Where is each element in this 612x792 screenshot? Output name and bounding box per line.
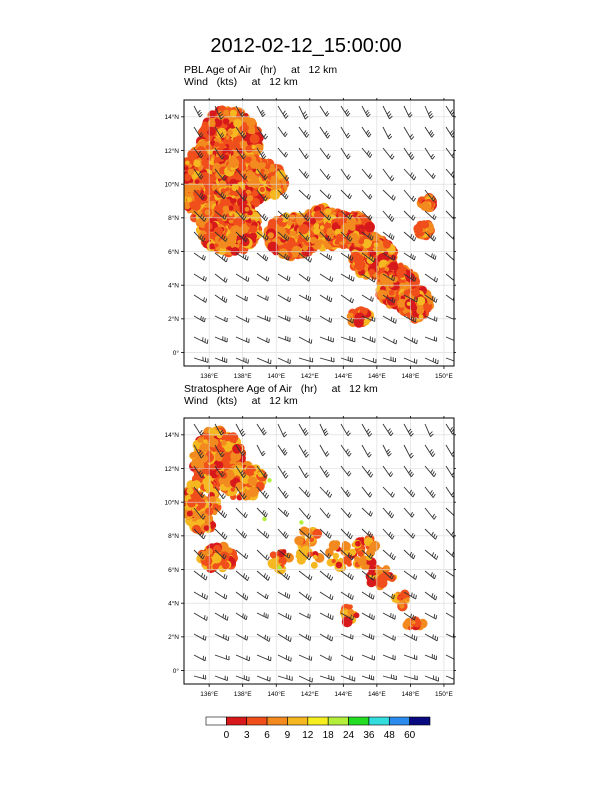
wind-barb <box>383 169 394 181</box>
age-of-air-patch <box>268 232 274 238</box>
age-of-air-patch <box>249 225 257 233</box>
wind-barb <box>446 169 456 179</box>
wind-barb <box>215 357 227 363</box>
age-of-air-patch <box>311 562 318 569</box>
age-of-air-patch <box>231 184 238 191</box>
wind-barb <box>404 106 412 117</box>
age-of-air-patch <box>320 225 324 229</box>
wind-barb <box>446 211 456 220</box>
age-of-air-patch <box>364 222 375 233</box>
age-of-air-patch <box>204 525 210 531</box>
wind-barb <box>341 274 354 281</box>
panel-stratosphere-title: Stratosphere Age of Air (hr) at 12 km <box>184 383 378 395</box>
age-of-air-patch <box>214 243 218 247</box>
age-of-air-patch <box>238 163 246 171</box>
age-of-air-patch <box>219 180 227 188</box>
age-of-air-patch <box>202 234 209 241</box>
age-of-air-patch <box>377 290 387 300</box>
wind-barb <box>257 253 268 261</box>
age-of-air-patch <box>357 551 363 557</box>
age-of-air-patch <box>241 238 250 247</box>
wind-barb <box>320 357 334 362</box>
age-of-air-patch <box>310 237 317 244</box>
wind-barb <box>320 316 332 323</box>
age-of-air-patch <box>349 549 356 556</box>
x-tick-label: 144°E <box>334 373 353 380</box>
age-of-air-patch <box>358 239 364 245</box>
age-of-air-patch <box>360 214 368 222</box>
age-of-air-patch <box>368 269 375 276</box>
age-of-air-patch <box>201 124 209 132</box>
wind-barb <box>257 358 271 364</box>
age-of-air-patch <box>411 288 420 297</box>
wind-barb <box>194 337 208 344</box>
wind-barb <box>404 148 414 160</box>
wind-barb <box>236 358 248 364</box>
y-tick-label: 8°N <box>168 215 179 223</box>
age-of-air-patch <box>187 197 192 202</box>
wind-barb <box>299 148 309 159</box>
age-of-air-patch <box>223 118 229 124</box>
age-of-air-patch <box>324 208 331 215</box>
wind-barb <box>320 336 333 342</box>
y-tick-label: 0° <box>172 349 179 357</box>
age-of-air-patch <box>202 477 211 486</box>
wind-barb <box>446 316 458 321</box>
wind-barb <box>278 336 290 342</box>
age-of-air-patch <box>223 206 230 213</box>
age-of-air-patch <box>230 225 241 236</box>
age-of-air-patch <box>313 555 318 560</box>
age-of-air-patch <box>248 477 258 487</box>
age-of-air-patch <box>270 190 280 200</box>
age-of-air-patch <box>223 212 227 216</box>
wind-barb <box>236 295 247 301</box>
age-of-air-patch <box>191 481 197 487</box>
age-of-air-patch <box>421 201 431 211</box>
wind-barb <box>299 295 311 301</box>
age-of-air-patch <box>350 225 356 231</box>
age-of-air-patch <box>333 553 339 559</box>
age-of-air-patch <box>201 159 209 167</box>
age-of-air-patch <box>250 178 260 188</box>
age-of-air-patch <box>206 548 213 555</box>
wind-barb <box>362 127 371 137</box>
panel-stratosphere-map <box>164 416 458 698</box>
age-of-air-patch <box>214 142 219 147</box>
age-of-air-patch <box>210 196 215 201</box>
wind-barb <box>362 169 372 179</box>
age-of-air-patch <box>419 314 424 319</box>
age-of-air-patch <box>289 214 295 220</box>
age-of-air-patch <box>336 234 344 242</box>
wind-barb <box>257 274 269 281</box>
age-of-air-patch <box>189 202 195 208</box>
wind-barb <box>404 169 416 180</box>
age-of-air-patch <box>252 238 256 242</box>
y-tick-label: 4°N <box>168 282 179 290</box>
age-of-air-patch <box>332 559 336 563</box>
x-tick-label: 148°E <box>401 373 420 380</box>
age-of-air-patch <box>326 223 331 228</box>
age-of-air-patch <box>355 313 365 323</box>
wind-barb <box>383 127 392 139</box>
wind-barb <box>383 148 394 159</box>
wind-barb <box>278 148 288 157</box>
age-of-air-patch <box>204 439 208 443</box>
age-of-air-patch <box>270 164 275 169</box>
age-of-air-patch <box>369 542 379 552</box>
y-tick-label: 14°N <box>164 114 179 122</box>
wind-barb <box>341 106 350 116</box>
age-of-air-patch <box>190 452 197 459</box>
age-of-air-patch <box>250 160 259 169</box>
age-of-air-patch <box>415 226 423 234</box>
figure-title: 2012-02-12_15:00:00 <box>210 35 402 57</box>
wind-barb <box>278 295 291 302</box>
wind-barb <box>404 127 414 140</box>
age-of-air-patch <box>192 525 201 534</box>
wind-barb <box>362 148 372 158</box>
wind-barb <box>257 295 268 301</box>
age-of-air-patch <box>235 482 243 490</box>
wind-barb <box>425 274 438 282</box>
age-of-air-patch <box>260 187 265 192</box>
wind-barb <box>383 316 396 323</box>
wind-barb <box>425 169 435 179</box>
age-of-air-patch <box>267 242 278 253</box>
age-of-air-patch <box>197 437 203 443</box>
wind-barb <box>446 253 457 262</box>
age-of-air-patch <box>233 119 242 128</box>
wind-barb <box>425 127 434 137</box>
wind-barb <box>320 169 330 179</box>
age-of-air-patch <box>339 210 346 217</box>
age-of-air-patch <box>207 149 213 155</box>
age-of-air-patch <box>208 428 216 436</box>
y-tick-label: 10°N <box>164 181 179 189</box>
x-tick-label: 142°E <box>300 373 319 380</box>
age-of-air-patch <box>188 164 192 168</box>
wind-barb <box>446 295 458 303</box>
wind-barb <box>320 274 333 282</box>
wind-barb <box>446 232 458 242</box>
panel-pbl-subtitle: Wind (kts) at 12 km <box>184 76 298 88</box>
wind-barb <box>278 274 290 281</box>
age-of-air-patch <box>187 488 194 495</box>
wind-barb <box>236 253 248 260</box>
age-of-air-patch <box>212 185 217 190</box>
x-tick-label: 146°E <box>367 373 386 380</box>
age-of-air-patch <box>230 110 237 117</box>
y-tick-label: 6°N <box>168 248 179 256</box>
age-of-air-patch <box>246 468 250 472</box>
age-of-air-patch <box>291 230 297 236</box>
wind-barb <box>299 169 309 178</box>
age-of-air-patch <box>229 157 240 168</box>
wind-barb <box>425 211 436 220</box>
age-of-air-patch <box>212 504 219 511</box>
age-of-air-patch <box>222 561 230 569</box>
wind-barb <box>425 358 438 364</box>
age-of-air-patch <box>228 432 238 442</box>
age-of-air-patch <box>226 187 230 191</box>
age-of-air-patch <box>377 256 382 261</box>
age-of-air-patch <box>221 440 227 446</box>
wind-barb <box>215 274 227 283</box>
age-of-air-patch <box>254 471 258 475</box>
age-of-air-patch <box>339 558 343 562</box>
age-of-air-patch <box>389 290 395 296</box>
panel-stratosphere-subtitle: Wind (kts) at 12 km <box>184 395 298 407</box>
age-of-air-patch <box>195 179 200 184</box>
wind-barb <box>446 190 458 201</box>
age-of-air-patch <box>247 195 253 201</box>
age-of-air-patch <box>313 228 320 235</box>
wind-barb <box>320 127 330 138</box>
wind-barb <box>278 358 290 364</box>
wind-barb <box>341 295 353 303</box>
age-of-air-patch <box>231 487 235 491</box>
age-of-air-patch <box>188 169 195 176</box>
wind-barb <box>194 357 208 363</box>
age-of-air-patch <box>347 562 352 567</box>
wind-barb <box>320 106 329 116</box>
age-of-air-patch <box>210 118 215 123</box>
age-of-air-patch <box>427 226 434 233</box>
age-of-air-patch <box>193 160 200 167</box>
wind-barb <box>299 127 309 138</box>
age-of-air-patch <box>410 304 417 311</box>
age-of-air-field <box>180 426 427 631</box>
wind-barb <box>362 358 376 363</box>
age-of-air-patch <box>229 212 233 216</box>
age-of-air-patch <box>228 206 233 211</box>
age-of-air-patch <box>374 242 379 247</box>
wind-barb <box>320 148 330 159</box>
wind-barb <box>404 253 415 260</box>
y-tick-label: 2°N <box>168 316 179 324</box>
wind-barb <box>299 106 308 119</box>
age-of-air-patch <box>407 289 412 294</box>
age-of-air-patch <box>279 217 284 222</box>
age-of-air-patch <box>261 169 265 173</box>
age-of-air-patch <box>246 118 256 128</box>
age-of-air-patch <box>416 296 425 305</box>
y-tick-label: 12°N <box>164 147 179 155</box>
wind-barb <box>194 295 207 303</box>
wind-barb <box>320 253 332 260</box>
x-tick-label: 136°E <box>200 373 219 380</box>
age-of-air-patch <box>252 145 256 149</box>
age-of-air-patch <box>221 188 226 193</box>
wind-barb <box>404 190 416 202</box>
wind-barb <box>341 148 350 159</box>
wind-barb <box>404 232 416 241</box>
age-of-air-patch <box>294 536 303 545</box>
age-of-air-patch <box>296 554 301 559</box>
wind-barb <box>299 190 311 199</box>
wind-barb <box>362 106 370 117</box>
wind-barb <box>278 127 287 137</box>
age-of-air-patch <box>227 130 233 136</box>
age-of-air-patch <box>245 207 250 212</box>
panel-pbl-title: PBL Age of Air (hr) at 12 km <box>184 64 338 76</box>
age-of-air-patch <box>398 263 404 269</box>
age-of-air-patch <box>261 162 266 167</box>
age-of-air-patch <box>196 506 201 511</box>
wind-barb <box>425 337 437 342</box>
age-of-air-patch <box>205 209 211 215</box>
wind-barb <box>362 336 375 342</box>
wind-barb <box>404 211 415 220</box>
wind-barb <box>341 127 350 138</box>
age-of-air-patch <box>287 220 293 226</box>
age-of-air-patch <box>396 268 406 278</box>
wind-barb <box>215 336 227 342</box>
wind-barb <box>215 295 227 303</box>
wind-barb <box>194 106 203 117</box>
wind-barb <box>446 274 457 282</box>
age-of-air-patch <box>310 218 317 225</box>
wind-barb <box>194 253 205 260</box>
wind-barb <box>341 190 352 199</box>
x-tick-label: 138°E <box>233 373 252 380</box>
age-of-air-patch <box>383 241 391 249</box>
panel-pbl-map <box>164 98 459 380</box>
wind-barb <box>362 190 372 199</box>
wind-barb <box>194 274 206 281</box>
age-of-air-patch <box>314 210 324 220</box>
age-of-air-patch <box>215 454 222 461</box>
age-of-air-patch <box>312 529 322 539</box>
wind-barb <box>446 337 458 342</box>
wind-barb <box>383 357 396 362</box>
age-of-air-patch <box>355 541 361 547</box>
age-of-air-field <box>181 105 437 327</box>
wind-barb <box>299 357 313 362</box>
age-of-air-patch <box>223 110 229 116</box>
wind-barb <box>383 337 397 344</box>
wind-barb <box>257 316 270 322</box>
age-of-air-patch <box>212 439 218 445</box>
wind-barb <box>446 357 460 363</box>
age-of-air-patch <box>416 307 424 315</box>
age-of-air-patch <box>270 551 277 558</box>
age-of-air-patch <box>187 511 193 517</box>
x-tick-label: 150°E <box>435 373 453 380</box>
wind-barb <box>341 357 352 362</box>
age-of-air-patch <box>184 166 188 170</box>
age-of-air-patch <box>223 199 230 206</box>
wind-barb <box>425 148 435 159</box>
age-of-air-patch <box>329 540 340 551</box>
wind-barb <box>320 190 331 199</box>
wind-barb <box>362 295 373 302</box>
wind-barb <box>320 295 332 302</box>
x-tick-label: 140°E <box>267 373 286 380</box>
age-of-air-patch <box>336 562 343 569</box>
wind-barb <box>425 253 436 260</box>
age-of-air-patch <box>250 134 260 144</box>
wind-barb <box>383 211 394 222</box>
age-of-air-patch <box>205 222 213 230</box>
wind-barb <box>257 106 265 117</box>
wind-barb <box>383 190 395 200</box>
age-of-air-patch <box>226 135 230 139</box>
wind-barb <box>341 169 351 180</box>
age-of-air-patch <box>187 499 196 508</box>
wind-barb <box>278 315 290 321</box>
wind-barb <box>299 274 310 281</box>
wind-barb <box>257 337 269 343</box>
age-of-air-patch <box>194 513 201 520</box>
